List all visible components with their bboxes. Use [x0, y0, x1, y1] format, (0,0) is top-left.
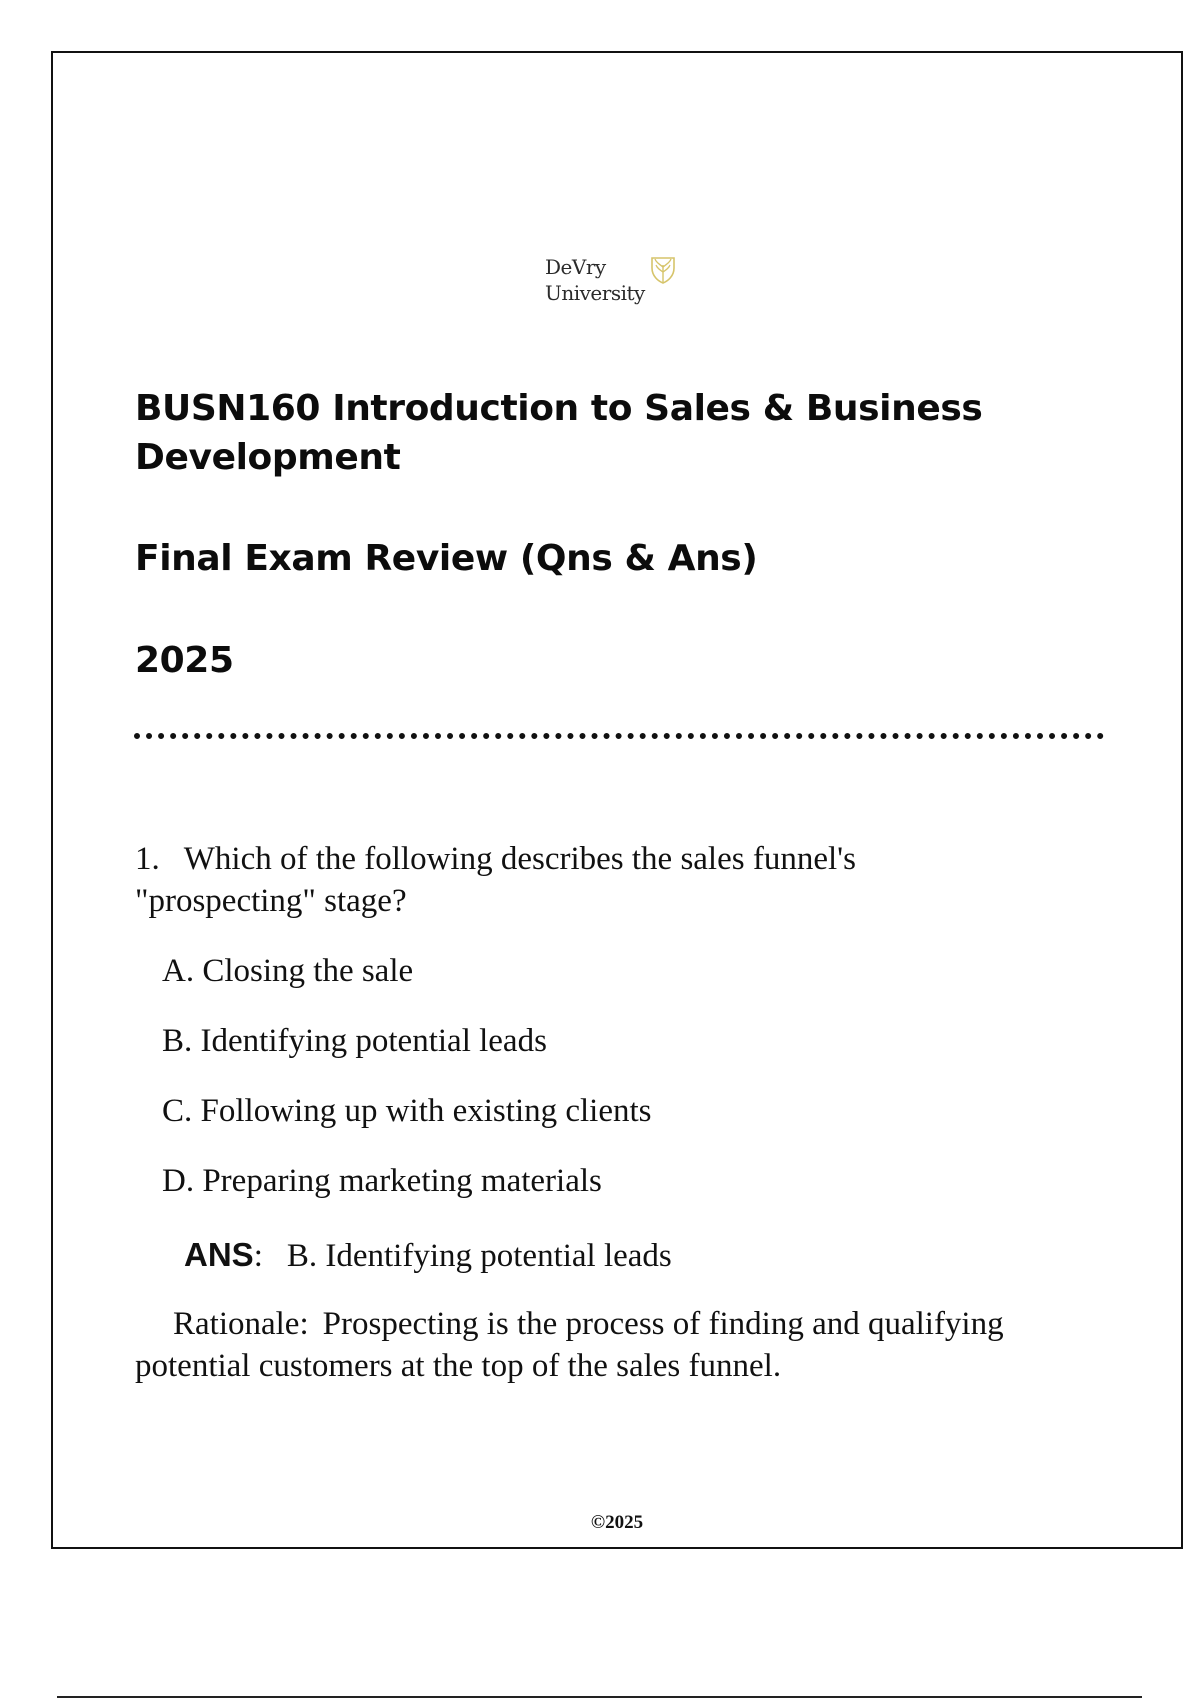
answer-line	[184, 1234, 672, 1277]
option-b: B. Identifying potential leads	[162, 1023, 547, 1059]
dotted-divider	[134, 733, 1104, 739]
document-year: 2025	[135, 640, 234, 681]
rationale-text: Prospecting is the process of finding and qualifying potential customers at the top of the sales funnel.	[135, 1306, 1004, 1384]
university-logo	[545, 254, 678, 306]
rationale-label: Rationale:	[173, 1306, 309, 1342]
logo-line-1: DeVry	[545, 255, 606, 279]
option-a: A. Closing the sale	[162, 953, 414, 989]
answer-text: B. Identifying potential leads	[286, 1238, 672, 1274]
logo-text	[545, 254, 645, 306]
logo-line-2: University	[545, 281, 645, 305]
document-subtitle: Final Exam Review (Qns & Ans)	[135, 538, 758, 579]
question-number: 1.	[135, 841, 160, 877]
course-title: BUSN160 Introduction to Sales & Business Development	[135, 388, 983, 478]
copyright-footer: ©2025	[590, 1512, 644, 1533]
rationale	[135, 1303, 1095, 1387]
question-1	[135, 838, 1035, 922]
bottom-rule	[57, 1696, 1142, 1698]
option-d: D. Preparing marketing materials	[162, 1163, 602, 1199]
shield-icon	[648, 255, 678, 285]
answer-label: ANS:	[184, 1236, 263, 1274]
question-text: Which of the following describes the sales funnel's "prospecting" stage?	[135, 841, 856, 919]
option-c: C. Following up with existing clients	[162, 1093, 652, 1129]
